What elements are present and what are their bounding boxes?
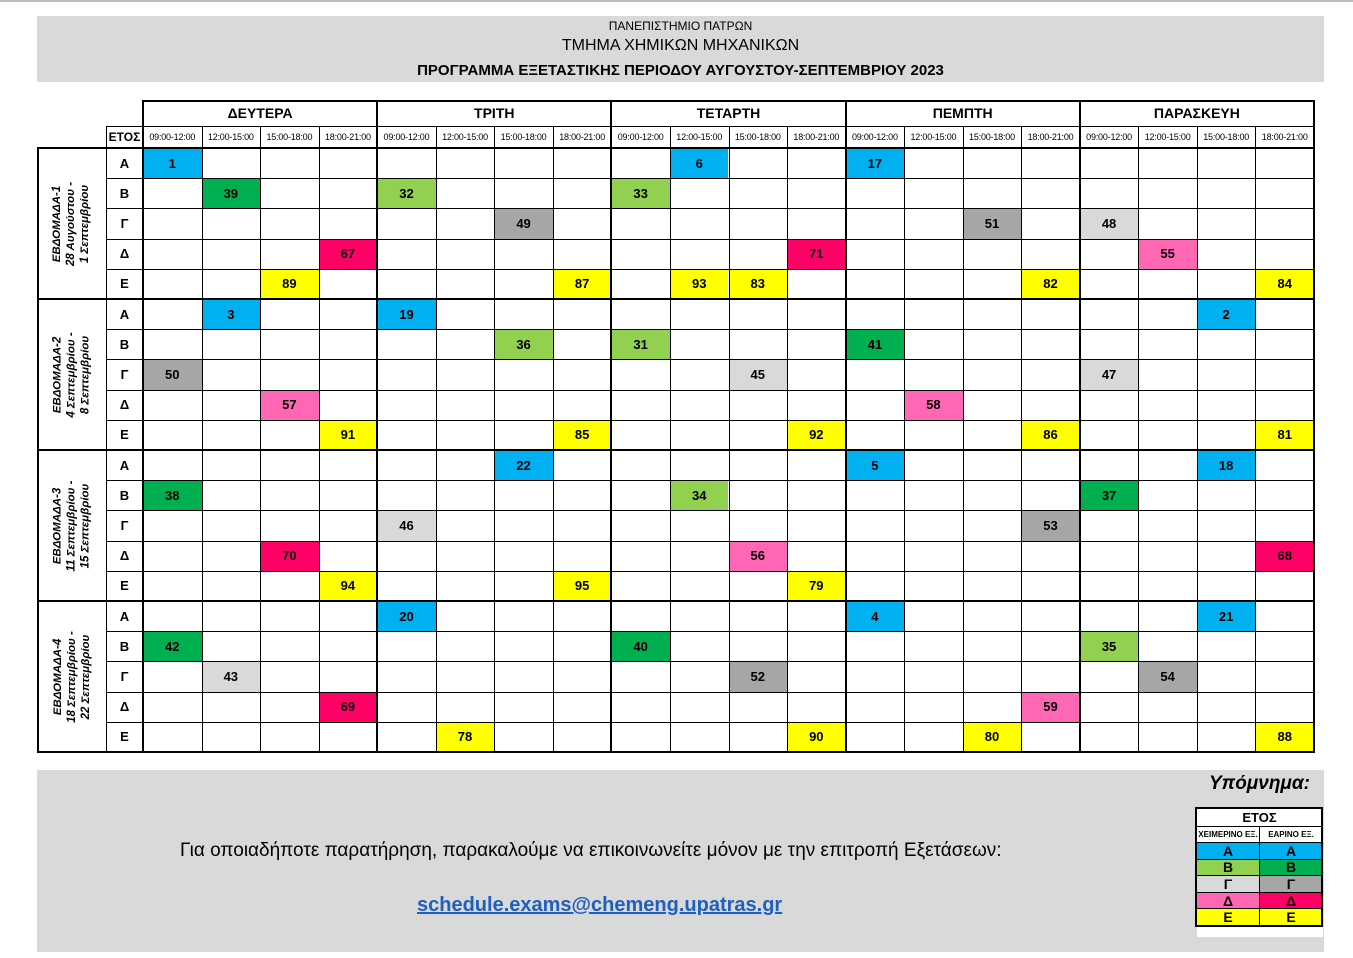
legend-winter-swatch: Ε bbox=[1196, 908, 1260, 926]
time-slot-header: 15:00-18:00 bbox=[734, 132, 781, 142]
legend-etos-header: ΕΤΟΣ bbox=[1196, 808, 1323, 827]
exam-cell[interactable]: 37 bbox=[1080, 480, 1139, 510]
time-slot-header: 09:00-12:00 bbox=[1086, 132, 1132, 142]
contact-note: Για οποιαδήποτε παρατήρηση, παρακαλούμε να επικοινωνείτε μόνον με την επιτροπή Εξετάσεων: bbox=[180, 840, 1002, 861]
exam-cell[interactable]: 68 bbox=[1255, 541, 1314, 571]
exam-cell[interactable]: 85 bbox=[553, 420, 612, 450]
slot-divider bbox=[787, 126, 788, 752]
exam-cell[interactable]: 90 bbox=[787, 722, 846, 752]
exam-cell[interactable]: 52 bbox=[729, 661, 788, 691]
footer-panel bbox=[37, 770, 1324, 952]
exam-cell[interactable]: 92 bbox=[787, 420, 846, 450]
year-label: Γ bbox=[120, 517, 129, 533]
year-label: Γ bbox=[120, 366, 129, 382]
legend-spring-swatch: Β bbox=[1259, 859, 1323, 877]
exam-cell[interactable]: 38 bbox=[143, 480, 202, 510]
row-divider bbox=[106, 359, 1314, 360]
slot-divider bbox=[553, 126, 554, 752]
exam-cell[interactable]: 48 bbox=[1080, 208, 1139, 238]
legend-winter-label: ΧΕΙΜΕΡΙΝΟ ΕΞ. bbox=[1196, 826, 1260, 843]
day-divider bbox=[1079, 100, 1081, 753]
exam-cell[interactable]: 55 bbox=[1138, 239, 1197, 269]
year-label: Α bbox=[119, 457, 130, 473]
legend-spring-swatch: Α bbox=[1259, 842, 1323, 860]
department-name: ΤΜΗΜΑ ΧΗΜΙΚΩΝ ΜΗΧΑΝΙΚΩΝ bbox=[561, 37, 800, 54]
week-divider bbox=[37, 298, 1314, 300]
week-column-divider bbox=[106, 126, 107, 752]
day-header: ΠΕΜΠΤΗ bbox=[932, 105, 993, 121]
row-divider bbox=[106, 329, 1314, 330]
year-label: Β bbox=[119, 336, 130, 352]
exam-cell[interactable]: 84 bbox=[1255, 269, 1314, 299]
time-slot-header: 15:00-18:00 bbox=[266, 132, 313, 142]
row-divider bbox=[106, 571, 1314, 572]
slot-divider bbox=[494, 126, 495, 752]
university-name: ΠΑΝΕΠΙΣΤΗΜΙΟ ΠΑΤΡΩΝ bbox=[608, 19, 753, 33]
table-top-border bbox=[143, 100, 1314, 102]
exam-cell[interactable]: 39 bbox=[202, 178, 261, 208]
year-label: Α bbox=[119, 608, 130, 624]
time-slot-header: 12:00-15:00 bbox=[207, 132, 254, 142]
week-range1: 4 Σεπτεμβρίου - bbox=[65, 331, 78, 418]
slot-divider bbox=[260, 126, 261, 752]
contact-email-link[interactable]: schedule.exams@chemeng.upatras.gr bbox=[417, 894, 783, 916]
exam-cell[interactable]: 4 bbox=[846, 601, 905, 631]
legend-winter-swatch: Β bbox=[1196, 859, 1260, 877]
week-range2: 22 Σεπτεμβρίου bbox=[79, 634, 92, 719]
exam-cell[interactable]: 54 bbox=[1138, 661, 1197, 691]
exam-cell[interactable]: 31 bbox=[611, 329, 670, 359]
day-header: ΤΡΙΤΗ bbox=[474, 105, 515, 121]
time-slot-header: 09:00-12:00 bbox=[617, 132, 664, 142]
slot-divider bbox=[202, 126, 203, 752]
exam-cell[interactable]: 50 bbox=[143, 359, 202, 389]
exam-cell[interactable]: 32 bbox=[377, 178, 436, 208]
week-range1: 18 Σεπτεμβρίου - bbox=[65, 630, 78, 723]
row-divider bbox=[106, 631, 1314, 632]
row-divider bbox=[106, 208, 1314, 209]
exam-cell[interactable]: 79 bbox=[787, 571, 846, 601]
legend-spring-swatch: Γ bbox=[1259, 875, 1323, 893]
row-divider bbox=[106, 661, 1314, 662]
exam-cell[interactable]: 35 bbox=[1080, 631, 1139, 661]
header-banner bbox=[37, 16, 1324, 82]
slot-divider bbox=[436, 126, 437, 752]
week-name: ΕΒΔΟΜΑΔΑ-4 bbox=[51, 638, 64, 715]
row-divider bbox=[106, 480, 1314, 481]
time-slot-header: 18:00-21:00 bbox=[324, 132, 371, 142]
table-left-border bbox=[37, 147, 39, 753]
row-divider bbox=[106, 239, 1314, 240]
day-header: ΠΑΡΑΣΚΕΥΗ bbox=[1153, 105, 1240, 121]
exam-cell[interactable]: 45 bbox=[729, 359, 788, 389]
time-slot-header: 18:00-21:00 bbox=[1261, 132, 1308, 142]
week-divider bbox=[37, 600, 1314, 602]
slot-divider bbox=[670, 126, 671, 752]
exam-cell[interactable]: 71 bbox=[787, 239, 846, 269]
legend-table bbox=[1197, 809, 1323, 937]
time-slot-header: 09:00-12:00 bbox=[383, 132, 430, 142]
exam-cell[interactable]: 94 bbox=[319, 571, 378, 601]
week-range2: 8 Σεπτεμβρίου bbox=[79, 335, 92, 414]
week-name: ΕΒΔΟΜΑΔΑ-3 bbox=[51, 487, 64, 564]
day-divider bbox=[1313, 100, 1315, 753]
exam-cell[interactable]: 36 bbox=[494, 329, 553, 359]
time-slot-header: 09:00-12:00 bbox=[149, 132, 196, 142]
time-slot-header: 15:00-18:00 bbox=[969, 132, 1015, 142]
exam-cell[interactable]: 41 bbox=[846, 329, 905, 359]
exam-cell[interactable]: 91 bbox=[319, 420, 378, 450]
slot-divider bbox=[729, 126, 730, 752]
exam-cell[interactable]: 17 bbox=[846, 148, 905, 178]
exam-cell[interactable]: 40 bbox=[611, 631, 670, 661]
slot-divider bbox=[1255, 126, 1256, 752]
row-divider bbox=[106, 390, 1314, 391]
year-label: Ε bbox=[120, 729, 129, 745]
week-name: ΕΒΔΟΜΑΔΑ-1 bbox=[51, 185, 64, 262]
day-header: ΔΕΥΤΕΡΑ bbox=[227, 105, 293, 121]
exam-cell[interactable]: 57 bbox=[260, 390, 319, 420]
slot-divider bbox=[904, 126, 905, 752]
etos-header: ΕΤΟΣ bbox=[108, 130, 141, 144]
time-slot-header: 18:00-21:00 bbox=[1027, 132, 1074, 142]
row-divider bbox=[106, 420, 1314, 421]
row-divider bbox=[106, 541, 1314, 542]
exam-cell[interactable]: 34 bbox=[670, 480, 729, 510]
week-name: ΕΒΔΟΜΑΔΑ-2 bbox=[51, 336, 64, 413]
exam-cell[interactable]: 58 bbox=[904, 390, 963, 420]
exam-cell[interactable]: 88 bbox=[1255, 722, 1314, 752]
exam-schedule-table bbox=[37, 100, 1324, 756]
legend-winter-swatch: Δ bbox=[1196, 892, 1260, 910]
slot-divider bbox=[319, 126, 320, 752]
exam-cell[interactable]: 1 bbox=[143, 148, 202, 178]
week-label-text bbox=[51, 480, 93, 571]
slot-divider bbox=[963, 126, 964, 752]
year-label: Α bbox=[119, 155, 130, 171]
week-range1: 28 Αυγούστου - bbox=[65, 181, 78, 266]
day-divider bbox=[376, 100, 378, 753]
time-slot-header: 15:00-18:00 bbox=[1203, 132, 1250, 142]
exam-cell[interactable]: 53 bbox=[1021, 510, 1080, 540]
week-label bbox=[37, 450, 106, 601]
year-label: Γ bbox=[120, 215, 129, 231]
exam-cell[interactable]: 95 bbox=[553, 571, 612, 601]
year-label: Ε bbox=[120, 276, 129, 292]
row-divider bbox=[106, 722, 1314, 723]
time-slot-header: 12:00-15:00 bbox=[910, 132, 957, 142]
legend-spring-swatch: Ε bbox=[1259, 908, 1323, 926]
year-label: Β bbox=[119, 185, 130, 201]
exam-cell[interactable]: 69 bbox=[319, 692, 378, 722]
top-divider bbox=[0, 0, 1353, 2]
year-label: Ε bbox=[120, 427, 129, 443]
day-divider bbox=[610, 100, 612, 753]
exam-cell[interactable]: 51 bbox=[963, 208, 1022, 238]
year-label: Δ bbox=[119, 548, 130, 564]
legend-spring-label: ΕΑΡΙΝΟ ΕΞ. bbox=[1259, 826, 1323, 843]
week-label-text bbox=[51, 181, 93, 265]
year-label: Δ bbox=[119, 246, 130, 262]
exam-cell[interactable]: 46 bbox=[377, 510, 436, 540]
year-label: Γ bbox=[120, 668, 129, 684]
exam-cell[interactable]: 56 bbox=[729, 541, 788, 571]
week-label bbox=[37, 601, 106, 752]
exam-cell[interactable]: 86 bbox=[1021, 420, 1080, 450]
week-range1: 11 Σεπτεμβρίου - bbox=[65, 480, 78, 571]
row-divider bbox=[106, 510, 1314, 511]
row-divider bbox=[106, 269, 1314, 270]
time-slot-header: 15:00-18:00 bbox=[500, 132, 547, 142]
exam-cell[interactable]: 22 bbox=[494, 450, 553, 480]
year-label: Δ bbox=[119, 699, 130, 715]
legend-spring-swatch: Δ bbox=[1259, 892, 1323, 910]
exam-cell[interactable]: 3 bbox=[202, 299, 261, 329]
week-divider bbox=[37, 147, 1314, 149]
exam-cell[interactable]: 87 bbox=[553, 269, 612, 299]
year-label: Δ bbox=[119, 397, 130, 413]
time-slot-header: 12:00-15:00 bbox=[1144, 132, 1191, 142]
exam-cell[interactable]: 18 bbox=[1197, 450, 1256, 480]
week-label bbox=[37, 299, 106, 450]
slot-divider bbox=[1197, 126, 1198, 752]
week-divider bbox=[37, 449, 1314, 451]
exam-cell[interactable]: 67 bbox=[319, 239, 378, 269]
exam-cell[interactable]: 5 bbox=[846, 450, 905, 480]
day-divider bbox=[845, 100, 847, 753]
week-label-text bbox=[51, 332, 93, 417]
exam-cell[interactable]: 80 bbox=[963, 722, 1022, 752]
exam-cell[interactable]: 89 bbox=[260, 269, 319, 299]
exam-cell[interactable]: 6 bbox=[670, 148, 729, 178]
exam-cell[interactable]: 70 bbox=[260, 541, 319, 571]
slot-divider bbox=[1138, 126, 1139, 752]
exam-cell[interactable]: 93 bbox=[670, 269, 729, 299]
exam-cell[interactable]: 47 bbox=[1080, 359, 1139, 389]
exam-cell[interactable]: 33 bbox=[611, 178, 670, 208]
exam-cell[interactable]: 83 bbox=[729, 269, 788, 299]
exam-cell[interactable]: 2 bbox=[1197, 299, 1256, 329]
week-range2: 15 Σεπτεμβρίου bbox=[79, 483, 92, 568]
exam-cell[interactable]: 21 bbox=[1197, 601, 1256, 631]
etos-top-border bbox=[106, 126, 143, 127]
week-divider bbox=[37, 751, 1314, 753]
header-divider bbox=[143, 126, 1314, 127]
row-divider bbox=[106, 692, 1314, 693]
exam-cell[interactable]: 19 bbox=[377, 299, 436, 329]
year-label: Ε bbox=[120, 578, 129, 594]
exam-cell[interactable]: 82 bbox=[1021, 269, 1080, 299]
day-header: ΤΕΤΑΡΤΗ bbox=[696, 105, 761, 121]
day-divider bbox=[142, 100, 144, 753]
slot-divider bbox=[1021, 126, 1022, 752]
time-slot-header: 18:00-21:00 bbox=[559, 132, 606, 142]
week-label bbox=[37, 148, 106, 299]
exam-cell[interactable]: 20 bbox=[377, 601, 436, 631]
time-slot-header: 09:00-12:00 bbox=[851, 132, 898, 142]
exam-cell[interactable]: 59 bbox=[1021, 692, 1080, 722]
time-slot-header: 12:00-15:00 bbox=[442, 132, 488, 142]
legend-winter-swatch: Γ bbox=[1196, 875, 1260, 893]
row-divider bbox=[106, 178, 1314, 179]
time-slot-header: 18:00-21:00 bbox=[793, 132, 840, 142]
week-range2: 1 Σεπτεμβρίου bbox=[79, 184, 92, 263]
legend-title: Υπόμνημα: bbox=[1209, 773, 1311, 794]
exam-cell[interactable]: 43 bbox=[202, 661, 261, 691]
legend-winter-swatch: Α bbox=[1196, 842, 1260, 860]
exam-cell[interactable]: 49 bbox=[494, 208, 553, 238]
year-label: Α bbox=[119, 306, 130, 322]
exam-cell[interactable]: 78 bbox=[436, 722, 495, 752]
exam-cell[interactable]: 42 bbox=[143, 631, 202, 661]
time-slot-header: 12:00-15:00 bbox=[676, 132, 723, 142]
year-label: Β bbox=[119, 638, 130, 654]
exam-cell[interactable]: 81 bbox=[1255, 420, 1314, 450]
year-label: Β bbox=[119, 487, 130, 503]
schedule-title: ΠΡΟΓΡΑΜΜΑ ΕΞΕΤΑΣΤΙΚΗΣ ΠΕΡΙΟΔΟΥ ΑΥΓΟΥΣΤΟΥ-ΣΕΠΤΕΜΒΡΙΟΥ 2023 bbox=[417, 62, 944, 79]
week-label-text bbox=[51, 631, 93, 723]
